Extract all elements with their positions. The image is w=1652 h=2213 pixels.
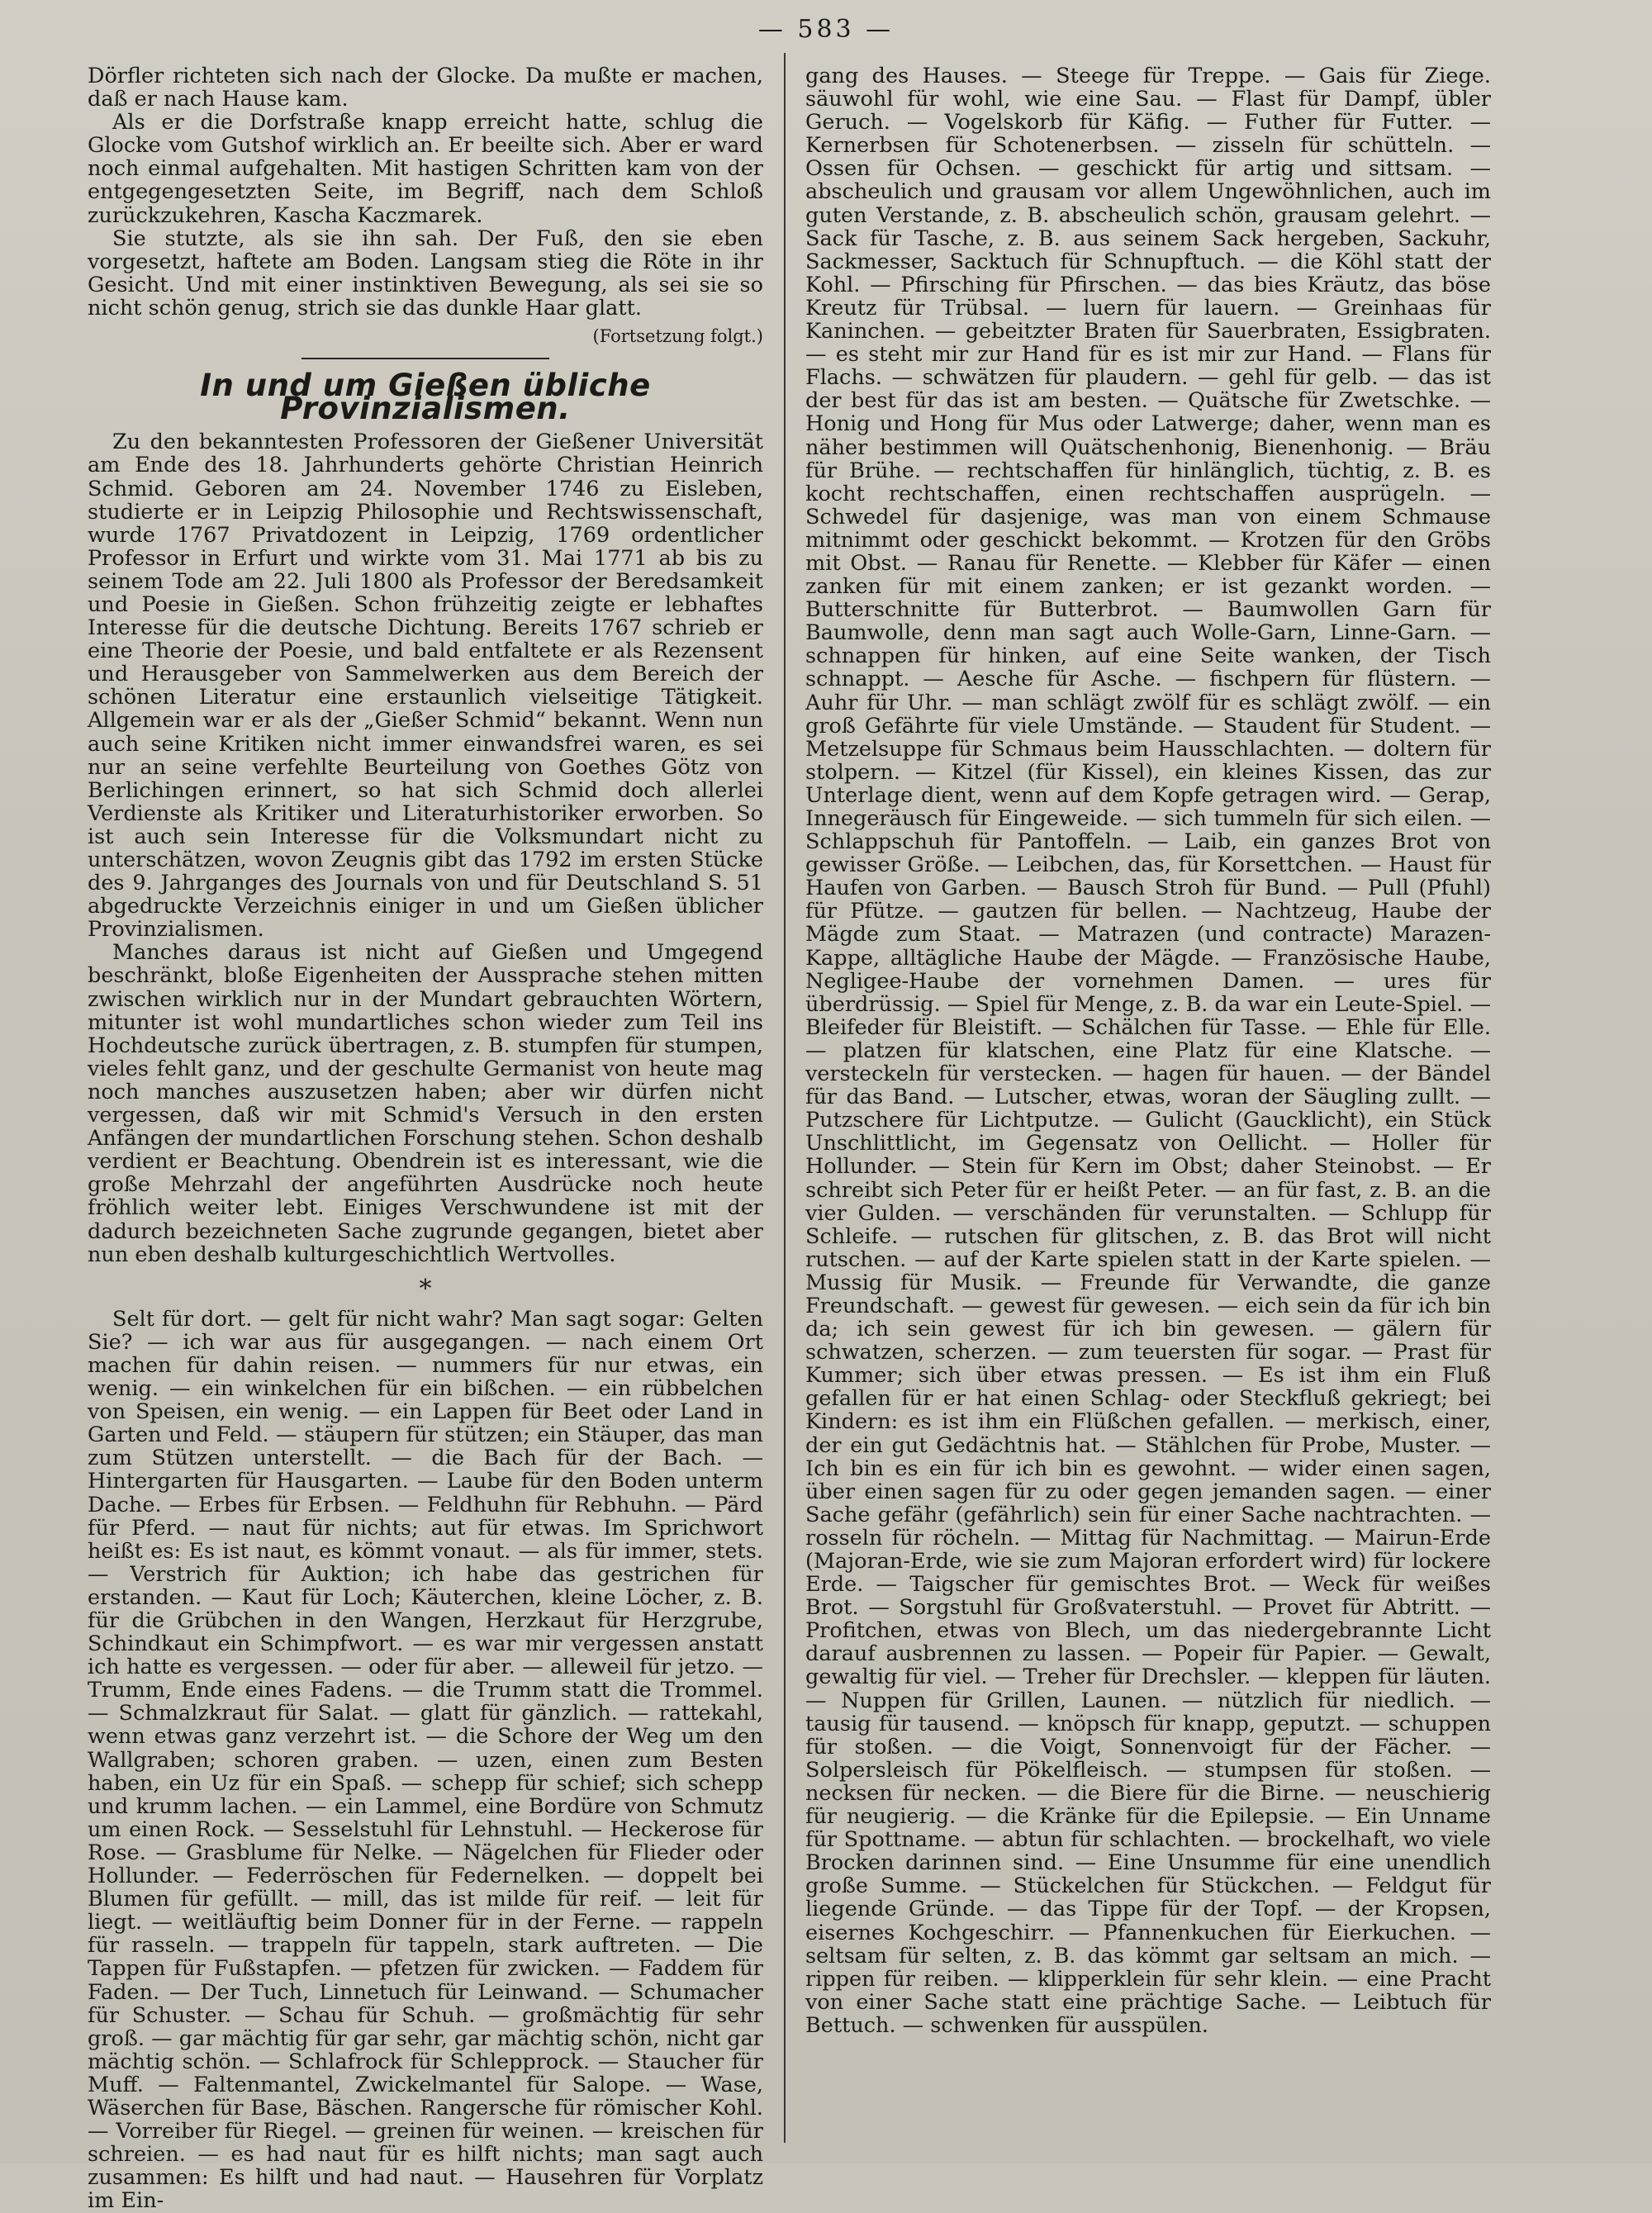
- star-separator: *: [419, 1274, 432, 1304]
- article-paragraph: Manches daraus ist nicht auf Gießen und Umgegend beschränkt, bloße Eigenheiten der Aussprache stehen mitten zwischen wirklich nur in der Mundart gebrauchten Wörtern, mitunter ist wohl mundartliches schon wieder zum Teil ins Hochdeutsche zurück übertragen, z. B. stumpfen für stumpen, vieles fehlt ganz, und der geschulte Germanist von heute mag noch manches auszusetzen haben; aber wir dürfen nicht vergessen, daß wir mit Schmid's Versuch in den ersten Anfängen der mundartlichen Forschung stehen. Schon deshalb verdient er Beachtung. Obendrein ist es interessant, wie die große Mehrzahl der angeführten Ausdrücke noch heute fröhlich weiter lebt. Einiges Verschwundene ist mit der dadurch bezeichneten Sache zugrunde gegangen, bietet aber nun eben deshalb kulturgeschichtlich Wertvolles.: [88, 940, 763, 1267]
- article-title: In und um Gießen übliche Provinzialismen.: [200, 368, 651, 427]
- article-paragraph: Zu den bekanntesten Professoren der Gießener Universität am Ende des 18. Jahrhunderts gehörte Christian Heinrich Schmid. Geboren am 24. November 1746 zu Eisleben, studierte er in Leipzig Philosophie und Rechtswissenschaft, wurde 1767 Privatdozent in Leipzig, 1769 ordentlicher Professor in Erfurt und wirkte vom 31. Mai 1771 ab bis zu seinem Tode am 22. Juli 1800 als Professor der Beredsamkeit und Poesie in Gießen. Schon frühzeitig zeigte er lebhaftes Interesse für die deutsche Dichtung. Bereits 1767 schrieb er eine Theorie der Poesie, und bald entfaltete er als Rezensent und Herausgeber von Sammelwerken aus dem Bereich der schönen Literatur eine erstaunlich vielseitige Tätigkeit. Allgemein war er als der „Gießer Schmid“ bekannt. Wenn nun auch seine Kritiken nicht immer einwandsfrei waren, es sei nur an seine verfehlte Beurteilung von Goethes Götz von Berlichingen erinnert, so hat sich Schmid doch allerlei Verdienste als Kritiker und Literaturhistoriker erworben. So ist auch sein Interesse für die Volksmundart nicht zu unterschätzen, wovon Zeugnis gibt das 1792 im ersten Stücke des 9. Jahrganges des Journals von und für Deutschland S. 51 abgedruckte Verzeichnis einiger in und um Gießen üblicher Provinzialismen.: [88, 430, 763, 943]
- story-paragraph: Dörfler richteten sich nach der Glocke. Da mußte er machen, daß er nach Hause kam.: [88, 64, 763, 112]
- glossary-text-continued: gang des Hauses. — Steege für Treppe. — Gais für Ziege. säuwohl für wohl, wie eine Sau. — Flast für Dampf, übler Geruch. — Vogelskorb für Käfig. — Futher für Futter. — Kernerbsen für Schotenerbsen. — zisseln für schütteln. — Ossen für Ochsen. — geschickt für artig und sittsam. — abscheulich und grausam vor allem Ungewöhnlichen, auch im guten Verstande, z. B. abscheulich schön, grausam gelehrt. — Sack für Tasche, z. B. aus seinem Sack hergeben, Sackuhr, Sackmesser, Sacktuch für Schnupftuch. — die Köhl statt der Kohl. — Pfirsching für Pfirschen. — das bies Kräutz, das böse Kreutz für Trübsal. — luern für lauern. — Greinhaas für Kaninchen. — gebeitzter Braten für Sauerbraten, Essigbraten. — es steht mir zur Hand für es ist mir zur Hand. — Flans für Flachs. — schwätzen für plaudern. — gehl für gelb. — das ist der best für das ist am besten. — Quätsche für Zwetschke. — Honig und Hong für Mus oder Latwerge; daher, wenn man es näher bestimmen will Quätschenhonig, Bienenhonig. — Bräu für Brühe. — rechtschaffen für hinlänglich, tüchtig, z. B. es kocht rechtschaffen, einen rechtschaffen ausprügeln. — Schwedel für dasjenige, was man von einem Schmause mitnimmt oder geschickt bekommt. — Krotzen für den Gröbs mit Obst. — Ranau für Renette. — Klebber für Käfer — einen zanken für mit einem zanken; er ist gezankt worden. — Butterschnitte für Butterbrot. — Baumwollen Garn für Baumwolle, denn man sagt auch Wolle-Garn, Linne-Garn. — schnappen für hinken, auf eine Seite wanken, der Tisch schnappt. — Aesche für Asche. — fischpern für flüstern. — Auhr für Uhr. — man schlägt zwölf für es schlägt zwölf. — ein groß Gefährte für viele Umstände. — Staudent für Student. — Metzelsuppe für Schmaus beim Hausschlachten. — doltern für stolpern. — Kitzel (für Kissel), ein kleines Kissen, das zur Unterlage dient, wenn auf dem Kopfe getragen wird. — Gerap, Innegeräusch für Eingeweide. — sich tummeln für sich eilen. — Schlappschuh für Pantoffeln. — Laib, ein ganzes Brot von gewisser Größe. — Leibchen, das, für Korsettchen. — Haust für Haufen von Garben. — Bausch Stroh für Bund. — Pull (Pfuhl) für Pfütze. — gautzen für bellen. — Nachtzeug, Haube der Mägde zum Staat. — Matrazen (und contracte) Marazen-Kappe, alltägliche Haube der Mägde. — Französische Haube, Negligee-Haube der vornehmen Damen. — ures für überdrüssig. — Spiel für Menge, z. B. da war ein Leute-Spiel. — Bleifeder für Bleistift. — Schälchen für Tasse. — Ehle für Elle. — platzen für klatschen, eine Platz für eine Klatsche. — versteckeln für verstecken. — hagen für hauen. — der Bändel für das Band. — Lutscher, etwas, woran der Säugling zullt. — Putzschere für Lichtputze. — Gulicht (Gaucklicht), ein Stück Unschlittlicht, im Gegensatz von Oellicht. — Holler für Hollunder. — Stein für Kern im Obst; daher Steinobst. — Er schreibt sich Peter für er heißt Peter. — an für fast, z. B. an die vier Gulden. — verschänden für verunstalten. — Schlupp für Schleife. — rutschen für glitschen, z. B. das Brot will nicht rutschen. — auf der Karte spielen statt in der Karte spielen. — Mussig für Musik. — Freunde für Verwandte, die ganze Freundschaft. — gewest für gewesen. — eich sein da für ich bin da; ich sein gewest für ich bin gewesen. — gälern für schwatzen, scherzen. — zum teuersten für sogar. — Prast für Kummer; sich über etwas pressen. — Es ist ihm ein Fluß gefallen für er hat einen Schlag- oder Steckfluß gekriegt; bei Kindern: es ist ihm ein Flüßchen gefallen. — merkisch, einer, der ein gut Gedächtnis hat. — Stählchen für Probe, Muster. — Ich bin es ein für ich bin es gewohnt. — wider einen sagen, über einen sagen für zu oder gegen jemanden sagen. — einer Sache gefähr (gefährlich) sein für einer Sache nachtrachten. — rosseln für röcheln. — Mittag für Nachmittag. — Mairun-Erde (Majoran-Erde, wie sie zum Majoran erfordert wird) für lockere Erde. — Taigscher für gemischtes Brot. — Weck für weißes Brot. — Sorgstuhl für Großvaterstuhl. — Provet für Abtritt. — Profitchen, etwas von Blech, um das niedergebrannte Licht darauf ausbrennen zu lassen. — Popeir für Papier. — Gewalt, gewaltig für viel. — Treher für Drechsler. — kleppen für läuten. — Nuppen für Grillen, Launen. — nützlich für niedlich. — tausig für tausend. — knöpsch für knapp, geputzt. — schuppen für stoßen. — die Voigt, Sonnenvoigt für der Fächer. — Solpersleisch für Pökelfleisch. — stumpsen für stoßen. — necksen für necken. — die Biere für die Birne. — neuschierig für neugierig. — die Kränke für die Epilepsie. — Ein Unname für Spottname. — abtun für schlachten. — brockelhaft, wo viele Brocken darinnen sind. — Eine Unsumme für eine unendlich große Summe. — Stückelchen für Stückchen. — Feldgut für liegende Gründe. — das Tippe für der Topf. — der Kropsen, eisernes Kochgeschirr. — Pfannenkuchen für Eierkuchen. — seltsam für selten, z. B. das kömmt gar seltsam an mich. — rippen für reiben. — klipperklein für sehr klein. — eine Pracht von einer Sache statt eine prächtige Sache. — Leibtuch für Bettuch. — schwenken für ausspülen.: [805, 64, 1491, 2038]
- column-divider: [784, 53, 786, 2143]
- page-number: — 583 —: [757, 15, 895, 44]
- story-paragraph: Sie stutzte, als sie ihn sah. Der Fuß, den sie eben vorgesetzt, haftete am Boden. Langsam stieg die Röte in ihr Gesicht. Und mit einer instinktiven Bewegung, als sei sie so nicht schön genug, strich sie das dunkle Haar glatt.: [88, 226, 763, 321]
- right-column: [805, 64, 1491, 2130]
- continuation-note: (Fortsetzung folgt.): [592, 326, 763, 347]
- section-divider: [301, 358, 549, 359]
- glossary-text: Selt für dort. — gelt für nicht wahr? Man sagt sogar: Gelten Sie? — ich war aus für ausgegangen. — nach einem Ort machen für dahin reisen. — nummers für nur etwas, ein wenig. — ein winkelchen für ein bißchen. — ein rübbelchen von Speisen, ein wenig. — ein Lappen für Beet oder Land in Garten und Feld. — stäupern für stützen; ein Stäuper, das man zum Stützen unterstellt. — die Bach für der Bach. — Hintergarten für Hausgarten. — Laube für den Boden unterm Dache. — Erbes für Erbsen. — Feldhuhn für Rebhuhn. — Pärd für Pferd. — naut für nichts; aut für etwas. Im Sprichwort heißt es: Es ist naut, es kömmt vonaut. — als für immer, stets. — Verstrich für Auktion; ich habe das gestrichen für erstanden. — Kaut für Loch; Käuterchen, kleine Löcher, z. B. für die Grübchen in den Wangen, Herzkaut für Herzgrube, Schindkaut ein Schimpfwort. — es war mir vergessen anstatt ich hatte es vergessen. — oder für aber. — alleweil für jetzo. — Trumm, Ende eines Fadens. — die Trumm statt die Trommel. — Schmalzkraut für Salat. — glatt für gänzlich. — rattekahl, wenn etwas ganz verzehrt ist. — die Schore der Weg um den Wallgraben; schoren graben. — uzen, einen zum Besten haben, ein Uz für ein Spaß. — schepp für schief; sich schepp und krumm lachen. — ein Lammel, eine Bordüre von Schmutz um einen Rock. — Sesselstuhl für Lehnstuhl. — Heckerose für Rose. — Grasblume für Nelke. — Nägelchen für Flieder oder Hollunder. — Federröschen für Federnelken. — doppelt bei Blumen für gefüllt. — mill, das ist milde für reif. — leit für liegt. — weitläuftig beim Donner für in der Ferne. — rappeln für rasseln. — trappeln für tappeln, stark auftreten. — Die Tappen für Fußstapfen. — pfetzen für zwicken. — Faddem für Faden. — Der Tuch, Linnetuch für Leinwand. — Schumacher für Schuster. — Schau für Schuh. — großmächtig für sehr groß. — gar mächtig für gar sehr, gar mächtig schön, nicht gar mächtig schön. — Schlafrock für Schlepprock. — Staucher für Muff. — Faltenmantel, Zwickelmantel für Salope. — Wase, Wäserchen für Base, Bäschen. Rangersche für römischer Kohl. — Vorreiber für Riegel. — greinen für weinen. — kreischen für schreien. — es had naut für es hilft nichts; man sagt auch zusammen: Es hilft und had naut. — Hausehren für Vorplatz im Ein-: [88, 1306, 763, 2213]
- story-paragraph: Als er die Dorfstraße knapp erreicht hatte, schlug die Glocke vom Gutshof wirklich an. Er beeilte sich. Aber er ward noch einmal aufgehalten. Mit hastigen Schritten kam von der entgegengesetzten Seite, im Begriff, nach dem Schloß zurückzukehren, Kascha Kaczmarek.: [88, 110, 763, 228]
- left-column: [88, 64, 763, 2213]
